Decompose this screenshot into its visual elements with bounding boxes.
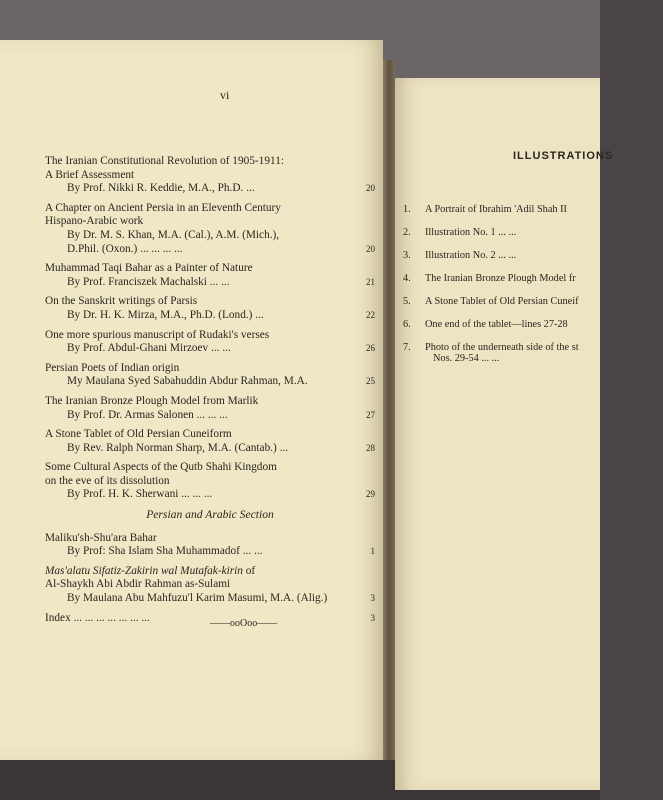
illustration-item	[403, 342, 663, 364]
toc-entry-author-name: By Prof. Dr. Armas Salonen ...	[67, 408, 206, 421]
toc-entry-dots: ...	[254, 545, 263, 558]
toc-entry-author	[45, 592, 375, 606]
toc-entry-title: Persian Poets of Indian origin	[45, 361, 180, 374]
illustration-number: 1.	[403, 204, 411, 215]
toc-entry-dots: ... ... ... ...	[140, 242, 183, 255]
toc-entry-author-name: By Dr. M. S. Khan, M.A. (Cal.), A.M. (Mich.),	[67, 228, 280, 241]
toc-entry-title: on the eve of its dissolution	[45, 474, 170, 487]
toc-section-entries	[45, 532, 375, 606]
illustration-text: The Iranian Bronze Plough Model fr	[425, 273, 576, 284]
index-page: 3	[370, 612, 375, 623]
toc-entry-title: On the Sanskrit writings of Parsis	[45, 295, 198, 308]
toc-entry	[45, 262, 375, 289]
toc-entry-title-italic: Mas'alatu Sifatiz-Zakirin wal Mutafak-kirin	[45, 564, 243, 577]
illustration-text: Photo of the underneath side of the st	[425, 342, 579, 353]
left-page	[0, 40, 383, 760]
toc-entry	[45, 461, 375, 502]
illustration-item	[403, 204, 663, 215]
index-dots: ... ... ... ... ... ... ...	[73, 611, 150, 624]
toc-entry-author	[45, 182, 375, 196]
table-of-contents	[45, 155, 375, 631]
toc-entry-author	[45, 276, 375, 290]
toc-entry-title: Hispano-Arabic work	[45, 215, 144, 228]
toc-entry-page: 27	[366, 409, 375, 420]
illustration-item	[403, 250, 663, 261]
toc-entry-author	[45, 229, 375, 243]
toc-entry	[45, 295, 375, 322]
toc-entry-author-name: By Maulana Abu Mahfuzu'l Karim Masumi, M.A. (Alig.)	[67, 592, 328, 605]
toc-entry-author	[45, 442, 375, 456]
toc-entry-title-rest: of	[242, 564, 256, 577]
illustration-subtext: Nos. 29-54 ... ...	[433, 353, 500, 364]
toc-entry-title: A Chapter on Ancient Persia in an Eleventh Century	[45, 201, 281, 214]
toc-entry-page: 22	[366, 309, 375, 320]
illustration-number: 7.	[403, 342, 411, 353]
toc-entry-title: A Stone Tablet of Old Persian Cuneiform	[45, 428, 232, 441]
toc-entry-author-name: By Rev. Ralph Norman Sharp, M.A. (Cantab.)	[67, 441, 277, 454]
toc-entry-title	[45, 565, 375, 579]
illustration-text: Illustration No. 1 ... ...	[425, 227, 517, 238]
toc-entry	[45, 202, 375, 256]
toc-entry	[45, 532, 375, 559]
illustration-item	[403, 319, 663, 330]
toc-entry-author	[45, 488, 375, 502]
toc-entry-author	[45, 342, 375, 356]
illustration-number: 5.	[403, 296, 411, 307]
toc-entry-title: Muhammad Taqi Bahar as a Painter of Nature	[45, 262, 253, 275]
toc-entry-author-name: By Prof. Nikki R. Keddie, M.A., Ph.D.	[67, 182, 244, 195]
illustration-item	[403, 273, 663, 284]
toc-entry-title: Some Cultural Aspects of the Qutb Shahi Kingdom	[45, 461, 277, 474]
illustrations-list	[403, 204, 663, 376]
toc-entry	[45, 428, 375, 455]
ornament: ——ooOoo——	[210, 618, 278, 629]
toc-entry-title: A Brief Assessment	[45, 168, 135, 181]
illustration-number: 4.	[403, 273, 411, 284]
toc-entry-page: 20	[366, 243, 375, 254]
toc-entry-dots: ... ...	[207, 408, 228, 421]
illustration-text: A Stone Tablet of Old Persian Cuneif	[425, 296, 579, 307]
toc-entry-dots: ... ...	[209, 275, 230, 288]
illustration-text: One end of the tablet—lines 27-28	[425, 319, 568, 330]
right-page	[395, 78, 614, 790]
toc-entry-title: One more spurious manuscript of Rudaki's verses	[45, 328, 270, 341]
index-label: Index	[45, 611, 71, 624]
illustration-number: 2.	[403, 227, 411, 238]
toc-entry-dots: ...	[255, 308, 264, 321]
toc-entry-author-name: By Prof. Abdul-Ghani Mirzoev	[67, 342, 209, 355]
toc-entry-author	[45, 309, 375, 323]
page-number: vi	[220, 88, 230, 102]
toc-entry	[45, 155, 375, 196]
toc-entry-author-degree	[45, 243, 375, 257]
toc-entry-author-name: My Maulana Syed Sabahuddin Abdur Rahman, M.A.	[67, 375, 308, 388]
toc-entry-page: 3	[370, 593, 375, 604]
toc-entry-dots: ...	[279, 441, 289, 454]
toc-entry-page: 20	[366, 183, 375, 194]
illustration-item	[403, 296, 663, 307]
toc-entry-dots: ... ...	[211, 342, 231, 355]
illustration-number: 3.	[403, 250, 411, 261]
illustration-number: 6.	[403, 319, 411, 330]
toc-entry-title: The Iranian Constitutional Revolution of 1905-1911:	[45, 155, 284, 167]
toc-entry-dots: ... ... ...	[181, 488, 213, 501]
toc-entry-title: Maliku'sh-Shu'ara Bahar	[45, 531, 157, 544]
toc-entry-title: The Iranian Bronze Plough Model from Marlik	[45, 394, 259, 407]
toc-entry-author	[45, 545, 375, 559]
toc-entries	[45, 155, 375, 502]
toc-entry-dots: ...	[246, 182, 255, 195]
toc-entry-author-name: By Dr. H. K. Mirza, M.A., Ph.D. (Lond.)	[67, 308, 253, 321]
illustrations-title: ILLUSTRATIONS	[513, 150, 614, 162]
illustration-text: Illustration No. 2 ... ...	[425, 250, 517, 261]
toc-entry	[45, 565, 375, 606]
section-heading: Persian and Arabic Section	[146, 508, 274, 522]
toc-entry-page: 26	[366, 343, 375, 354]
toc-entry-page: 28	[366, 442, 375, 453]
toc-entry	[45, 362, 375, 389]
book-binding	[383, 60, 395, 760]
toc-entry-page: 1	[370, 546, 375, 557]
illustration-item	[403, 227, 663, 238]
toc-entry-author-name: By Prof. H. K. Sherwani	[67, 488, 179, 501]
toc-entry-page: 21	[366, 276, 375, 287]
toc-entry-author-name: By Prof: Sha Islam Sha Muhammadof ...	[67, 545, 252, 558]
toc-entry-author-degree-text: D.Phil. (Oxon.)	[67, 242, 138, 255]
illustration-text: A Portrait of Ibrahim 'Adil Shah II	[425, 204, 567, 215]
toc-entry	[45, 395, 375, 422]
toc-entry-page: 29	[366, 489, 375, 500]
toc-entry-author	[45, 409, 375, 423]
toc-entry-title: Al-Shaykh Abi Abdir Rahman as-Sulami	[45, 578, 231, 591]
toc-entry-page: 25	[366, 376, 375, 387]
toc-entry	[45, 329, 375, 356]
toc-entry-author-name: By Prof. Franciszek Machalski	[67, 275, 207, 288]
toc-entry-author	[45, 375, 375, 389]
